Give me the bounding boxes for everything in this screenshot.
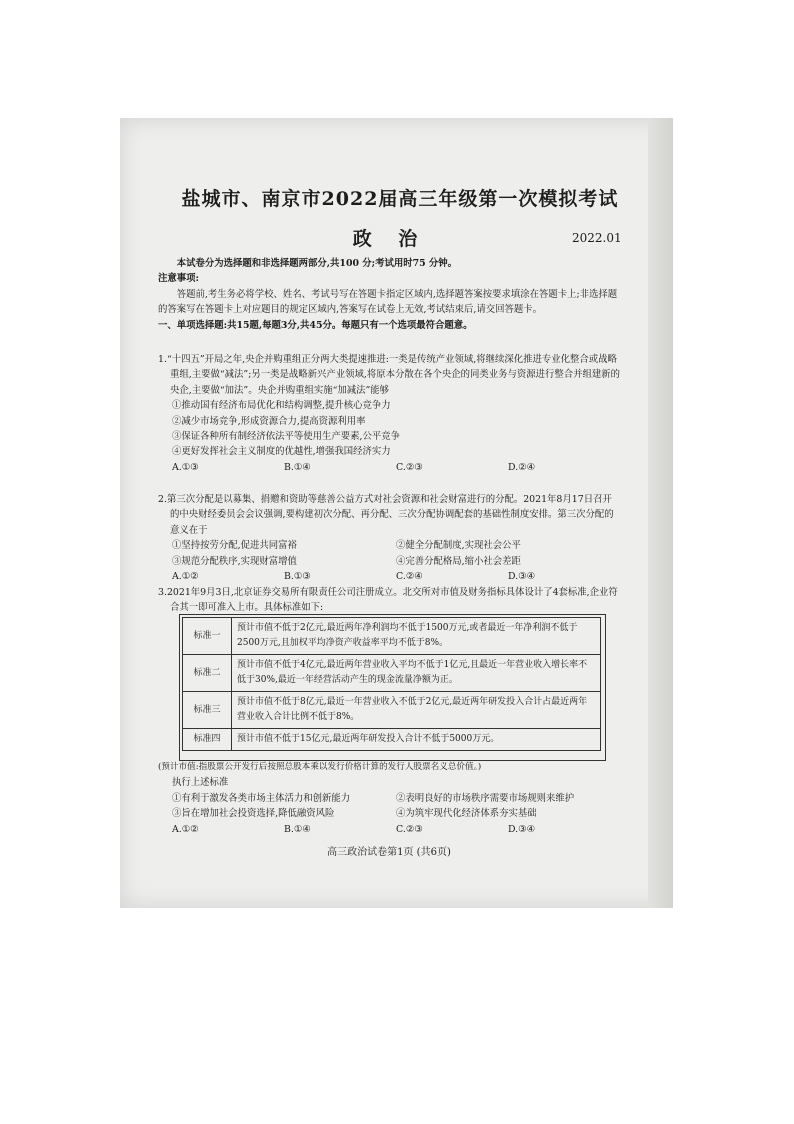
q2-choice-c[interactable]: C.②④ [396, 571, 423, 583]
subject-title: 政 治 [352, 228, 428, 250]
q2-options-row [158, 538, 620, 553]
q3-stem: 3.2021年9月3日,北京证券交易所有限责任公司注册成立。北交所对市值及财务指标具体设计了4套标准,企业符合其一即可准入上市。具体标准如下: [158, 587, 618, 614]
question-1 [158, 352, 620, 475]
q3-option: ②表明良好的市场秩序需要市场规则来维护 [396, 792, 575, 804]
standard-label: 标准二 [183, 655, 232, 692]
q2-option: ③规范分配秩序,实现财富增值 [172, 555, 297, 567]
q2-option: ②健全分配制度,实现社会公平 [396, 540, 521, 552]
q1-choice-b[interactable]: B.①④ [284, 461, 311, 473]
standard-label: 标准四 [183, 729, 232, 751]
table-row [183, 655, 601, 692]
q1-choice-a[interactable]: A.①③ [172, 461, 199, 473]
section-heading: 一、单项选择题:共15题,每题3分,共45分。每题只有一个选项最符合题意。 [158, 319, 473, 331]
q3-lead: 执行上述标准 [172, 777, 229, 789]
exam-date: 2022.01 [572, 231, 622, 245]
question-3-tail [158, 760, 620, 837]
q2-stem: 2.第三次分配是以募集、捐赠和资助等慈善公益方式对社会资源和社会财富进行的分配。2021年8月17日召开的中央财经委员会会议强调,要构建初次分配、再分配、三次分配协调配套的基础性制度安排。第三次分配的意义在于 [158, 494, 614, 536]
q3-option: ①有利于激发各类市场主体活力和创新能力 [172, 792, 351, 804]
q1-option: ④更好发挥社会主义制度的优越性,增强我国经济实力 [172, 446, 391, 458]
q3-option: ④为筑牢现代化经济体系夯实基础 [396, 808, 537, 820]
notice-body: 答题前,考生务必将学校、姓名、考试号写在答题卡指定区域内,选择题答案按要求填涂在答题卡上;非选择题的答案写在答题卡上对应题目的规定区域内,答案写在试卷上无效,考试结束后,请交回答题卡。 [158, 288, 618, 316]
q1-stem: 1.“十四五”开局之年,央企并购重组正分两大类提速推进:一类是传统产业领域,将继续深化推进专业化整合或战略重组,主要做“减法”;另一类是战略新兴产业领域,将原本分散在各个央企的同类业务与资源进行整合并组建新的央企,主要做“加法”。央企并购重组实施“加减法”能够 [158, 354, 620, 396]
q3-choices [158, 822, 620, 837]
q3-note: (预计市值:指股票公开发行后按照总股本乘以发行价格计算的发行人股票名义总价值。) [158, 762, 482, 772]
standard-text: 预计市值不低于4亿元,最近两年营业收入平均不低于1亿元,且最近一年营业收入增长率不低于30%,最近一年经营活动产生的现金流量净额为正。 [232, 655, 601, 692]
table-row [183, 692, 601, 729]
q3-options-row [158, 791, 620, 806]
intro-text: 本试卷分为选择题和非选择题两部分,共100 分;考试用时75 分钟。 [176, 258, 458, 269]
exam-title: 盐城市、南京市2022届高三年级第一次模拟考试 [181, 188, 619, 210]
table-row [183, 729, 601, 751]
q2-choices [158, 569, 620, 584]
q3-choice-d[interactable]: D.③④ [508, 823, 535, 835]
question-3-stem-block [158, 585, 620, 616]
q2-option: ④完善分配格局,缩小社会差距 [396, 555, 521, 567]
q2-options-row [158, 554, 620, 569]
q1-option: ③保证各种所有制经济依法平等使用生产要素,公平竞争 [172, 431, 400, 443]
q1-choices [158, 460, 620, 475]
notice-heading: 注意事项: [158, 273, 199, 285]
standard-text: 预计市值不低于15亿元,最近两年研发投入合计不低于5000万元。 [232, 729, 601, 751]
page-footer: 高三政治试卷第1页 (共6页) [327, 847, 451, 858]
q1-choice-c[interactable]: C.②③ [396, 461, 423, 473]
standard-text: 预计市值不低于2亿元,最近两年净利润均不低于1500万元,或者最近一年净利润不低于2500万元,且加权平均净资产收益率平均不低于8%。 [232, 618, 601, 655]
standard-text: 预计市值不低于8亿元,最近一年营业收入不低于2亿元,最近两年研发投入合计占最近两年营业收入合计比例不低于8%。 [232, 692, 601, 729]
instructions [158, 256, 620, 333]
paper-fold-edge [648, 118, 673, 908]
q2-choice-b[interactable]: B.①③ [284, 571, 311, 583]
q1-option: ①推动国有经济布局优化和结构调整,提升核心竞争力 [172, 400, 391, 412]
standards-table [182, 617, 601, 751]
table-row [183, 618, 601, 655]
q2-choice-d[interactable]: D.③④ [508, 571, 535, 583]
q3-options-row [158, 806, 620, 821]
standard-label: 标准一 [183, 618, 232, 655]
q1-option: ②减少市场竞争,形成资源合力,提高资源利用率 [172, 415, 366, 427]
q1-choice-d[interactable]: D.②④ [508, 461, 535, 473]
question-2 [158, 492, 620, 584]
standard-label: 标准三 [183, 692, 232, 729]
q3-option: ③旨在增加社会投资选择,降低融资风险 [172, 808, 335, 820]
q2-choice-a[interactable]: A.①② [172, 571, 199, 583]
q3-choice-a[interactable]: A.①② [172, 823, 199, 835]
q3-choice-c[interactable]: C.②③ [396, 823, 423, 835]
q2-option: ①坚持按劳分配,促进共同富裕 [172, 540, 297, 552]
q3-choice-b[interactable]: B.①④ [284, 823, 311, 835]
